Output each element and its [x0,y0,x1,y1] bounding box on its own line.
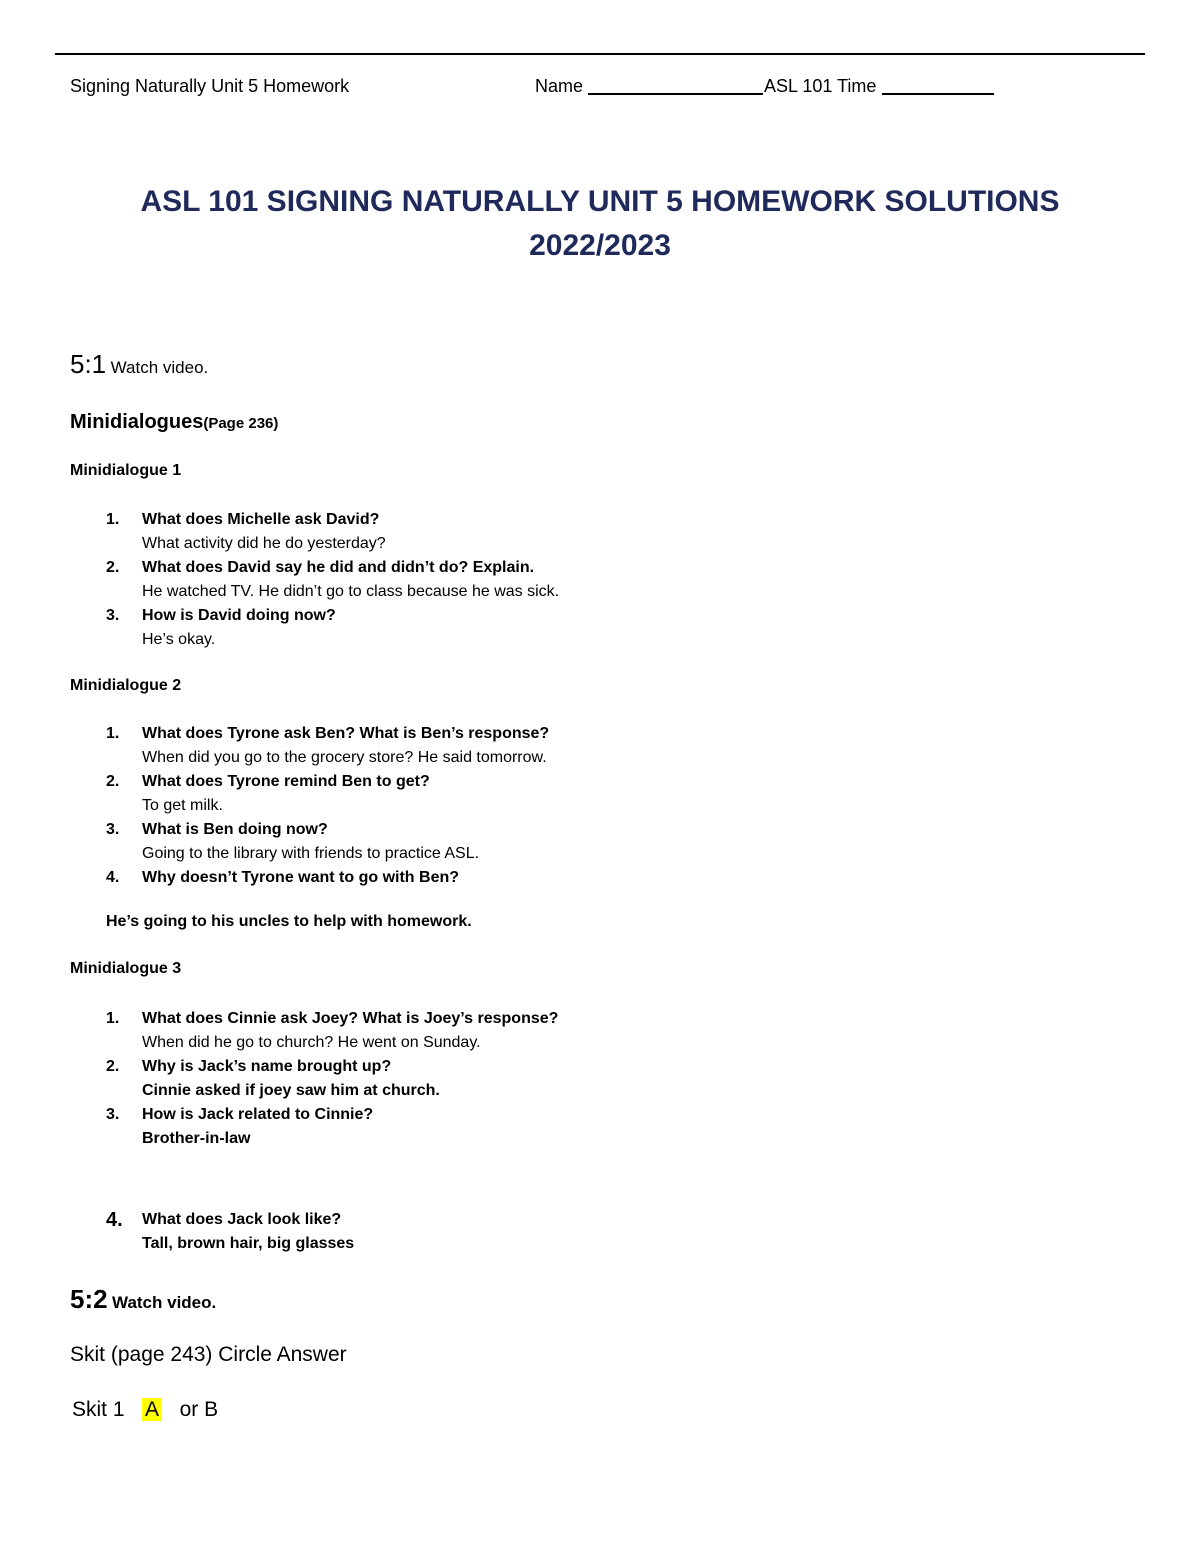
skit-heading: Skit (page 243) Circle Answer [70,1343,347,1366]
minidialogue-3-list [70,1007,558,1151]
section-5-2 [70,1284,216,1315]
question: Why is Jack’s name brought up? [142,1058,392,1075]
question: What does Tyrone remind Ben to get? [142,773,430,790]
header-doc-title: Signing Naturally Unit 5 Homework [70,76,350,96]
minidialogue-3-title: Minidialogue 3 [70,960,182,977]
question: How is David doing now? [142,607,336,624]
item-number: 3. [106,1106,120,1123]
item-number: 1. [106,1010,120,1027]
page-header [70,76,1145,98]
answer: He’s okay. [142,631,216,648]
title-line-1: ASL 101 SIGNING NATURALLY UNIT 5 HOMEWORK SOLUTIONS [140,185,1060,218]
skit-1-option-a-highlighted[interactable]: A [142,1398,162,1421]
name-blank[interactable] [588,93,763,95]
question: Why doesn’t Tyrone want to go with Ben? [142,869,460,886]
item-number: 3. [106,821,120,838]
item-number: 2. [106,773,120,790]
list-item [70,1208,354,1256]
item-number: 4. [106,869,120,886]
item-number: 2. [106,559,120,576]
minidialogue-2-list [70,722,549,890]
question: How is Jack related to Cinnie? [142,1106,374,1123]
question: What does Jack look like? [142,1211,342,1228]
list-item [70,508,559,556]
minidialogues-title: Minidialogues [70,411,204,433]
section-number: 5:2 [70,1284,108,1314]
question: What does Tyrone ask Ben? What is Ben’s response? [142,725,550,742]
list-item [70,1103,558,1151]
minidialogues-page-ref: (Page 236) [203,415,279,432]
answer: What activity did he do yesterday? [142,535,386,552]
time-label: ASL 101 Time [764,76,877,96]
answer: Brother-in-law [142,1130,251,1147]
item-number: 3. [106,607,120,624]
item-number: 4. [106,1209,123,1231]
list-item [70,770,549,818]
list-item [70,556,559,604]
question: What does Cinnie ask Joey? What is Joey’s response? [142,1010,559,1027]
top-rule [55,53,1145,55]
minidialogues-heading [70,411,278,434]
question: What does David say he did and didn’t do? Explain. [142,559,535,576]
item-number: 1. [106,725,120,742]
name-label: Name [535,76,584,96]
skit-1-label: Skit 1 [72,1398,125,1421]
list-item [70,1055,558,1103]
item-number: 1. [106,511,120,528]
minidialogue-3-list-continued [70,1208,354,1256]
answer: When did you go to the grocery store? He said tomorrow. [142,749,547,766]
skit-1-line [72,1398,218,1422]
question: What does Michelle ask David? [142,511,380,528]
section-instruction: Watch video. [112,1293,217,1312]
minidialogue-1-title: Minidialogue 1 [70,462,182,479]
section-number: 5:1 [70,349,107,379]
minidialogue-2-title: Minidialogue 2 [70,677,182,694]
title-line-2: 2022/2023 [529,229,671,262]
section-instruction: Watch video. [110,358,209,377]
answer: Tall, brown hair, big glasses [142,1235,355,1252]
answer: Going to the library with friends to practice ASL. [142,845,480,862]
item-number: 2. [106,1058,120,1075]
page-title [60,180,1140,268]
minidialogue-1-list [70,508,559,652]
time-blank[interactable] [882,93,994,95]
list-item [70,604,559,652]
answer: When did he go to church? He went on Sunday. [142,1034,481,1051]
section-5-1 [70,349,208,380]
question: What is Ben doing now? [142,821,328,838]
answer: Cinnie asked if joey saw him at church. [142,1082,440,1099]
list-item [70,818,549,866]
list-item [70,1007,558,1055]
list-item [70,722,549,770]
minidialogue-2-extra-answer: He’s going to his uncles to help with homework. [106,913,472,930]
answer: To get milk. [142,797,223,814]
answer: He watched TV. He didn’t go to class because he was sick. [142,583,560,600]
skit-1-option-b[interactable]: or B [179,1398,219,1421]
list-item [70,866,549,890]
